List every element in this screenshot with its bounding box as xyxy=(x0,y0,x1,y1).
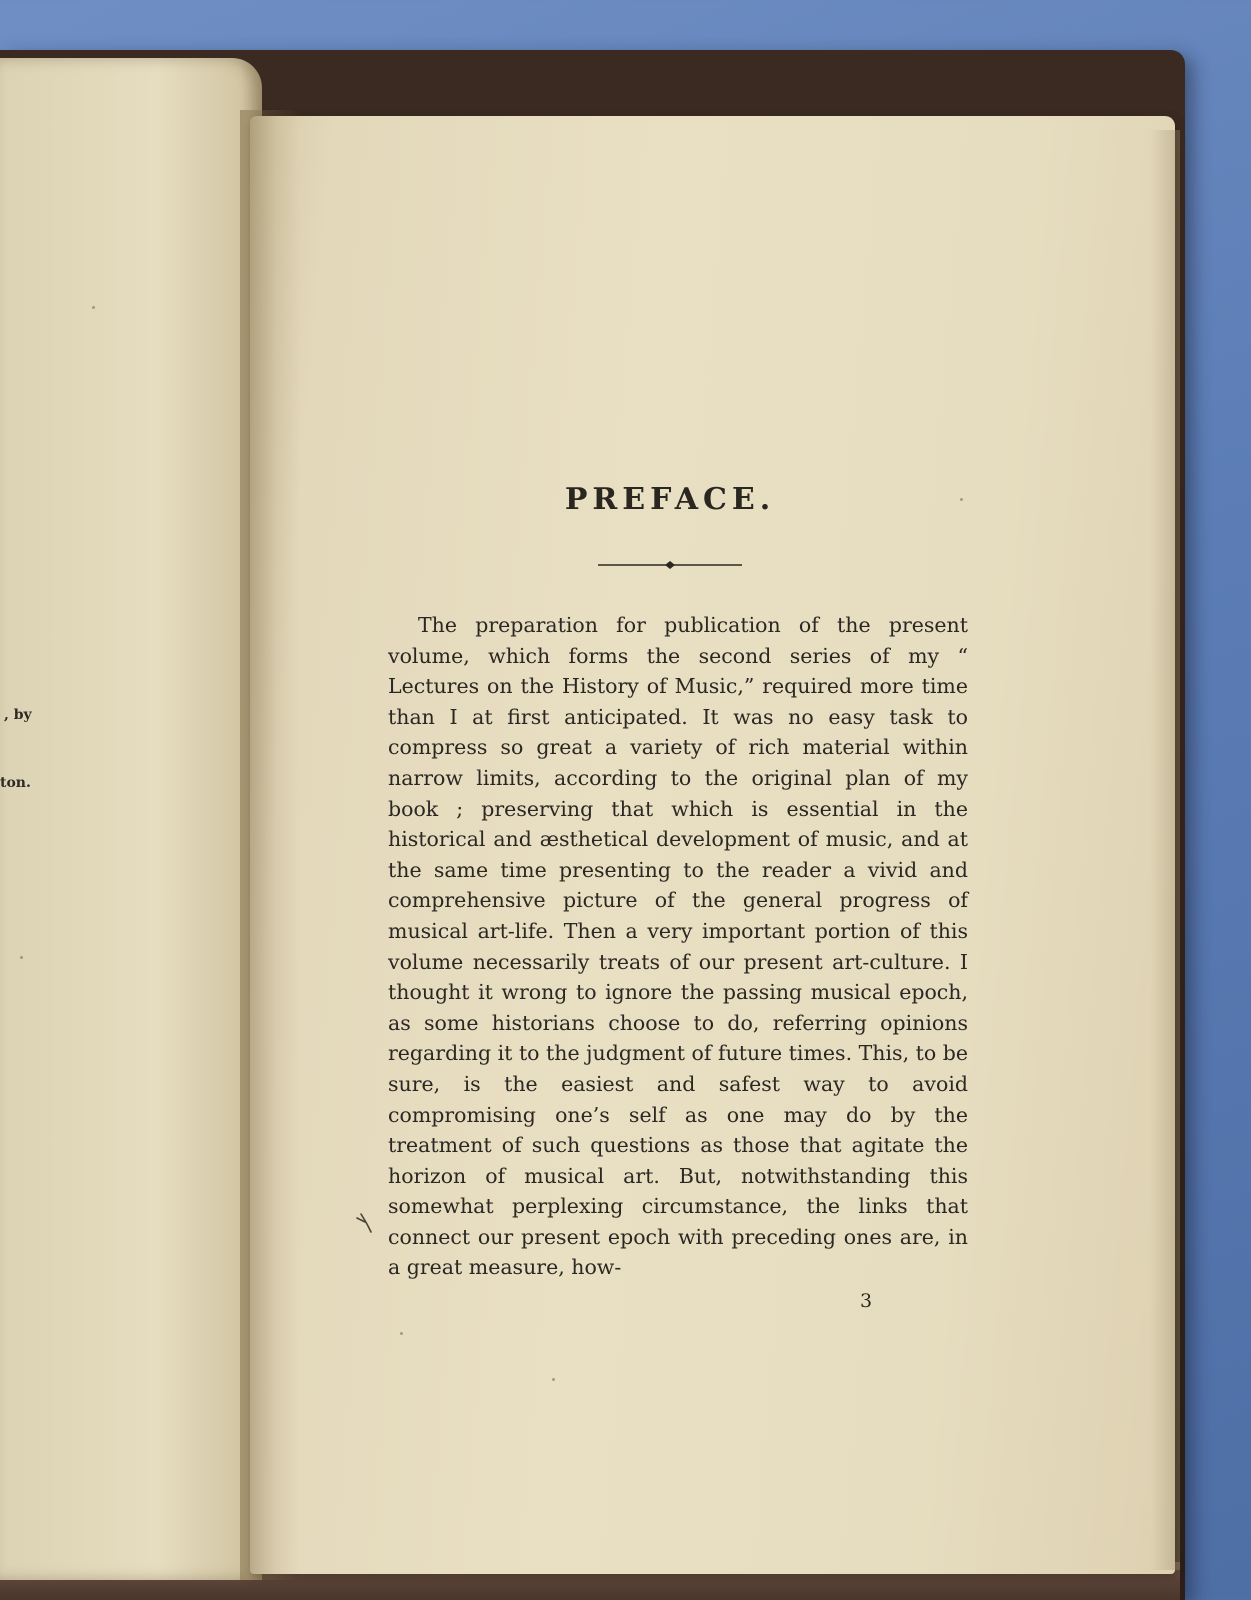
paper-speck xyxy=(20,956,23,959)
rule-diamond-ornament-icon xyxy=(598,558,742,572)
left-page-fragment-ton: ton. xyxy=(0,775,31,791)
paper-speck xyxy=(400,1332,403,1335)
left-page xyxy=(0,58,262,1580)
pencil-mark-icon xyxy=(355,1210,381,1236)
page-edge-shadow xyxy=(1150,130,1180,1570)
paper-speck xyxy=(552,1378,555,1381)
page-gutter-shadow xyxy=(240,110,300,1580)
paper-speck xyxy=(92,306,95,309)
left-page-fragment-by: , by xyxy=(4,707,32,723)
preface-paragraph: The preparation for publication of the present volume, which forms the second series of my “ Lectures on the History of Music,” required more time than I at first anticipated. It was no easy task to compress so great a variety of rich material within narrow limits, according to the original plan of my book ; preserving that which is essential in the historical and æsthetical development of music, and at the same time presenting to the reader a vivid and comprehensive picture of the general progress of musical art-life. Then a very important portion of this volume necessarily treats of our present art-culture. I thought it wrong to ignore the passing musical epoch, as some historians choose to do, referring opinions regarding it to the judgment of future times. This, to be sure, is the easiest and safest way to avoid compromising one’s self as one may do by the treatment of such questions as those that agitate the horizon of musical art. But, notwithstanding this somewhat perplexing circumstance, the links that connect our present epoch with preceding ones are, in a great measure, how- xyxy=(388,613,968,1280)
page-number: 3 xyxy=(860,1290,873,1312)
paper-speck xyxy=(960,498,963,501)
preface-title: PREFACE. xyxy=(564,482,776,517)
